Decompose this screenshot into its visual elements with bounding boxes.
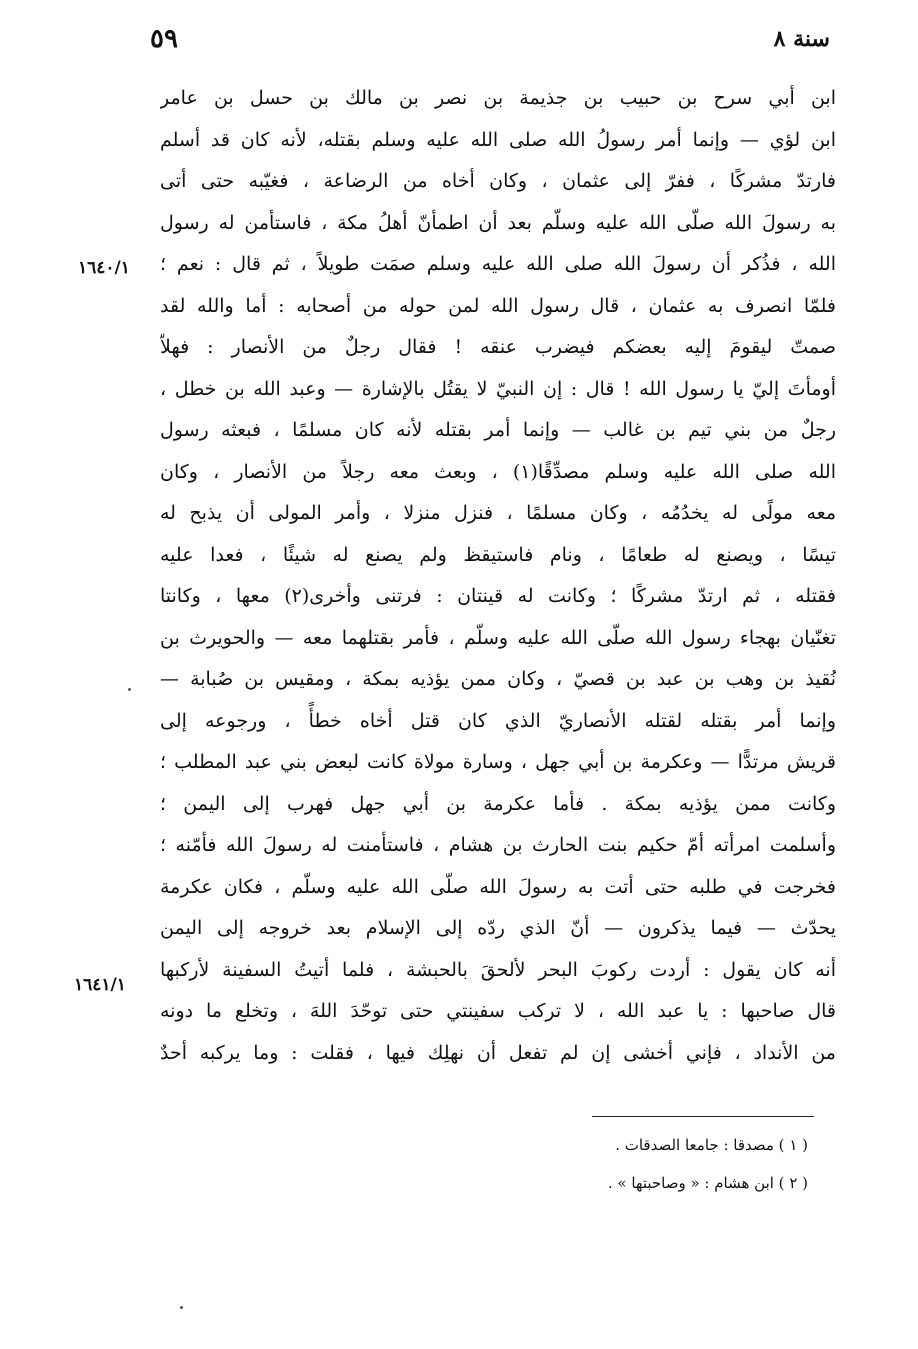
footnote: ( ٢ ) ابن هشام : « وصاحبتها » . xyxy=(607,1174,808,1192)
margin-reference: ١٦٤١/١ xyxy=(74,975,126,995)
text-line: رجلٌ من بني تيم بن غالب — وإنما أمر بقتله لأنه كان مسلمًا ، فبعثه رسول xyxy=(160,419,836,441)
main-text-block xyxy=(160,78,836,1074)
scan-speck xyxy=(128,688,131,691)
text-line: تيسًا ، ويصنع له طعامًا ، ونام فاستيقظ ولم يصنع له شيئًا ، فعدا عليه xyxy=(160,543,836,566)
page-number: ٥٩ xyxy=(150,24,178,54)
text-line: فلمّا انصرف به عثمان ، قال رسول الله لمن حوله من أصحابه : أما والله لقد xyxy=(160,294,836,317)
text-line: أومأتَ إليّ يا رسول الله ! قال : إن النبيّ لا يقتُل بالإشارة — وعبد الله بن خطل ، xyxy=(160,377,836,400)
text-line: ابن أبي سرح بن حبيب بن جذيمة بن نصر بن مالك بن حسل بن عامر xyxy=(160,87,836,109)
text-line: ابن لؤي — وإنما أمر رسولُ الله صلى الله عليه وسلم بقتله، لأنه كان قد أسلم xyxy=(160,128,836,151)
running-head: سنة ٨ xyxy=(773,26,830,52)
text-line: فخرجت في طلبه حتى أتت به رسولَ الله صلّى الله عليه وسلّم ، فكان عكرمة xyxy=(160,875,836,898)
text-line: وكانت ممن يؤذيه بمكة . فأما عكرمة بن أبي جهل فهرب إلى اليمن ؛ xyxy=(160,792,836,815)
text-line: فقتله ، ثم ارتدّ مشركًا ؛ وكانت له قينتان : فرتنى وأخرى(٢) معها ، وكانتا xyxy=(160,585,836,607)
text-line: الله ، فذُكر أن رسولَ الله صلى الله عليه وسلم صمَت طويلاً ، ثم قال : نعم ؛ xyxy=(160,253,836,275)
footnote-divider xyxy=(592,1116,814,1117)
footnote: ( ١ ) مصدقا : جامعا الصدقات . xyxy=(615,1136,808,1154)
text-line: قريش مرتدًّا — وعكرمة بن أبي جهل ، وسارة مولاة كانت لبعض بني عبد المطلب ؛ xyxy=(160,751,836,773)
text-line: من الأنداد ، فإني أخشى إن لم تفعل أن نهلِك فيها ، فقلت : وما يركبه أحدٌ xyxy=(160,1041,836,1064)
text-line: فارتدّ مشركًا ، ففرّ إلى عثمان ، وكان أخاه من الرضاعة ، فغيّبه حتى أتى xyxy=(160,170,836,192)
page-header xyxy=(150,24,830,64)
margin-reference: ١٦٤٠/١ xyxy=(78,258,130,278)
text-line: نُقيذ بن وهب بن عبد بن قصيّ ، وكان ممن يؤذيه بمكة ، ومقيس بن صُبابة — xyxy=(160,668,836,690)
text-line: وأسلمت امرأته أمّ حكيم بنت الحارث بن هشام ، فاستأمنت له رسولَ الله فأمّنه ؛ xyxy=(160,834,836,856)
text-line: وإنما أمر بقتله لقتله الأنصاريّ الذي كان قتل أخاه خطأً ، ورجوعه إلى xyxy=(160,709,836,732)
text-line: أنه كان يقول : أردت ركوبَ البحر لألحقَ بالحبشة ، فلما أتيتُ السفينة لأركبها xyxy=(160,958,836,981)
text-line: الله صلى الله عليه وسلم مصدِّقًا(١) ، وبعث معه رجلاً من الأنصار ، وكان xyxy=(160,460,836,483)
text-line: به رسولَ الله صلّى الله عليه وسلّم بعد أن اطمأنّ أهلُ مكة ، فاستأمن له رسول xyxy=(160,211,836,234)
text-line: قال صاحبها : يا عبد الله ، لا تركب سفينتي حتى توحّدَ اللهَ ، وتخلع ما دونه xyxy=(160,1000,836,1022)
footnotes xyxy=(400,1126,808,1202)
scan-speck xyxy=(180,1306,183,1309)
text-line: تغنّيان بهجاء رسول الله صلّى الله عليه وسلّم ، فأمر بقتلهما معه — والحويرث بن xyxy=(160,626,836,649)
text-line: صمتّ ليقومَ إليه بعضكم فيضرب عنقه ! فقال رجلٌ من الأنصار : فهلاّ xyxy=(160,336,836,358)
text-line: يحدّث — فيما يذكرون — أنّ الذي ردّه إلى الإسلام بعد خروجه إلى اليمن xyxy=(160,917,836,939)
text-line: معه مولًى له يخدُمُه ، وكان مسلمًا ، فنزل منزلا ، وأمر المولى أن يذبح له xyxy=(160,502,836,524)
